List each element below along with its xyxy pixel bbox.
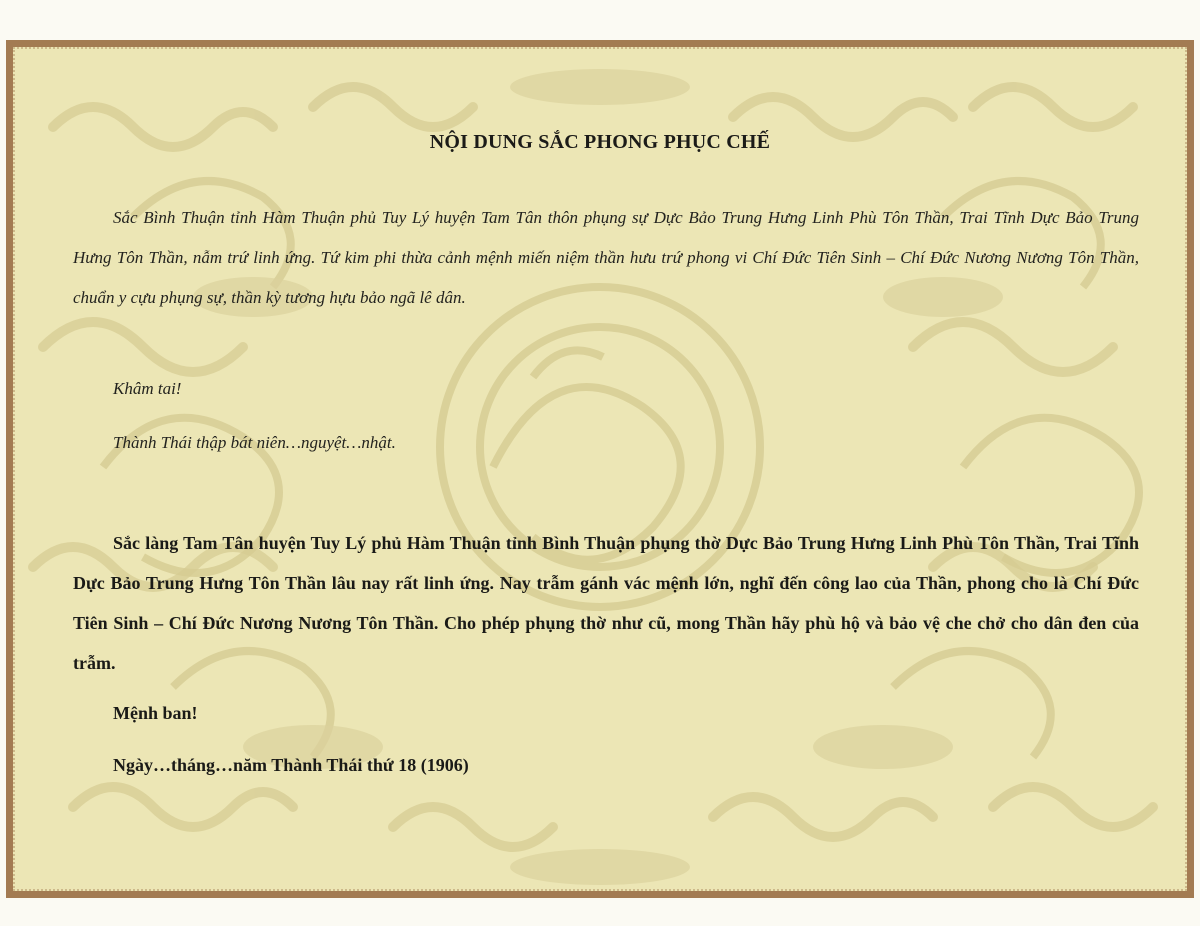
decree-content [13,47,1187,891]
transliteration-paragraph: Sắc Bình Thuận tỉnh Hàm Thuận phủ Tuy Lý huyện Tam Tân thôn phụng sự Dực Bảo Trung Hưng Linh Phù Tôn Thần, Trai Tĩnh Dực Bảo Trung Hưng Tôn Thần, nẫm trứ linh ứng. Tứ kim phi thừa cảnh mệnh miến niệm thần hưu trứ phong vi Chí Đức Tiên Sinh – Chí Đức Nương Nương Tôn Thần, chuẩn y cựu phụng sự, thần kỳ tương hựu bảo ngã lê dân. [73,208,1139,307]
translation-paragraph: Sắc làng Tam Tân huyện Tuy Lý phủ Hàm Thuận tỉnh Bình Thuận phụng thờ Dực Bảo Trung Hưng Linh Phù Tôn Thần, Trai Tĩnh Dực Bảo Trung Hưng Tôn Thần lâu nay rất linh ứng. Nay trẫm gánh vác mệnh lớn, nghĩ đến công lao của Thần, phong cho là Chí Đức Tiên Sinh – Chí Đức Nương Nương Tôn Thần. Cho phép phụng thờ như cũ, mong Thần hãy phù hộ và bảo vệ che chở cho dân đen của trẫm. [73,533,1139,673]
translation-closing: Mệnh ban! [113,703,198,723]
transliteration-closing: Khâm tai! [113,379,182,398]
page-title: NỘI DUNG SẮC PHONG PHỤC CHẾ [429,131,771,153]
translation-date: Ngày…tháng…năm Thành Thái thứ 18 (1906) [113,755,469,775]
decree-frame [6,40,1194,898]
transliteration-date: Thành Thái thập bát niên…nguyệt…nhật. [113,433,396,452]
